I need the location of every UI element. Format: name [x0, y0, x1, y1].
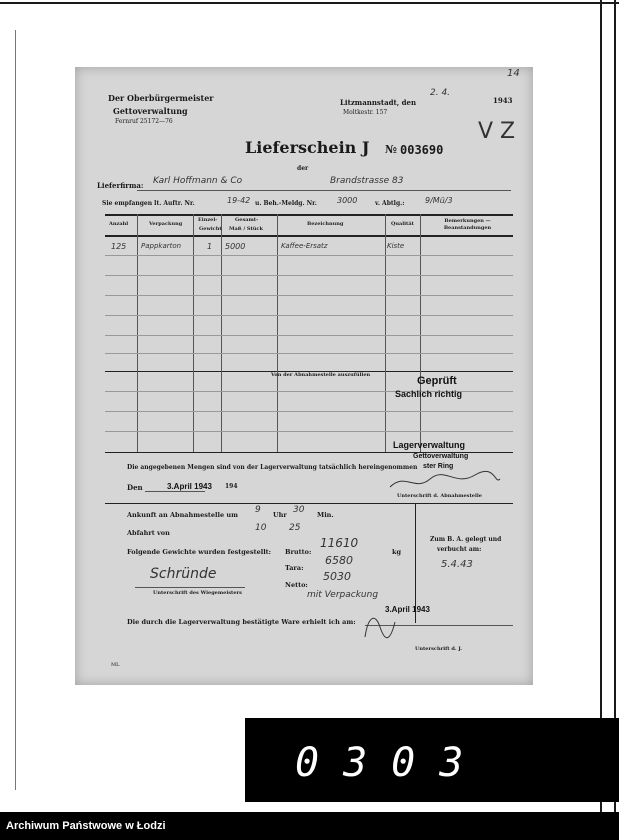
- row-line: [105, 255, 513, 256]
- office-address: Moltkestr. 157: [343, 109, 388, 116]
- der-label: der: [297, 165, 309, 172]
- warehouse-stamp-2: Gettoverwaltung: [413, 453, 469, 460]
- phone-number: Fernruf 25172—76: [115, 118, 173, 125]
- departure-minute: 25: [289, 523, 301, 533]
- net-label: Netto:: [285, 581, 308, 589]
- arrival-hour: 9: [255, 505, 261, 515]
- frame-left-line: [15, 30, 16, 790]
- city-date-label: Litzmannstadt, den: [340, 98, 417, 107]
- booked-label-2: verbucht am:: [437, 546, 482, 553]
- arrival-minute: 30: [293, 505, 305, 515]
- order-label: Sie empfangen lt. Auftr. Nr.: [102, 200, 195, 207]
- receipt-date-stamp: 3.April 1943: [385, 605, 430, 614]
- checked-stamp: Geprüft: [417, 375, 457, 387]
- arrival-label: Ankunft an Abnahmestelle um: [127, 511, 238, 519]
- col-header-quantity: Anzahl: [109, 221, 129, 227]
- table-header-bottom-line: [105, 235, 513, 237]
- supplier-name: Karl Hoffmann & Co: [153, 176, 243, 186]
- frame-top-line: [0, 2, 619, 4]
- den-label: Den: [127, 483, 143, 492]
- booked-label-1: Zum B. A. gelegt und: [430, 536, 502, 543]
- year-suffix: 194: [225, 483, 238, 490]
- frame-right-line-2: [614, 0, 616, 812]
- authority-department: Gettoverwaltung: [113, 106, 188, 116]
- receipt-text: Die durch die Lagerverwaltung bestätigte Ware erhielt ich am:: [127, 618, 356, 626]
- row1-description: Kaffee-Ersatz: [281, 242, 328, 250]
- supplier-address: Brandstrasse 83: [330, 176, 404, 186]
- row-line: [105, 335, 513, 336]
- supplier-line: [137, 190, 511, 191]
- weighmaster-line: [135, 587, 245, 588]
- row-line: [105, 353, 513, 354]
- col-header-quality: Qualität: [391, 221, 414, 227]
- warehouse-stamp-1: Lagerverwaltung: [393, 440, 466, 450]
- archive-footer: [0, 812, 619, 840]
- section-separator: [105, 503, 513, 504]
- row1-total: 5000: [225, 242, 246, 251]
- receipt-signature: [360, 607, 400, 647]
- weighmaster-signature: Schründe: [150, 566, 217, 582]
- kg-label: kg: [392, 548, 402, 556]
- min-label-1: Min.: [317, 511, 334, 519]
- row-line: [105, 431, 513, 432]
- col-sep-2: [193, 214, 194, 452]
- confirmation-text: Die angegebenen Mengen sind von der Lagerverwaltung tatsächlich hereingenommen: [127, 464, 418, 471]
- frame-counter: [245, 718, 619, 802]
- weights-label: Folgende Gewichte wurden festgestellt:: [127, 548, 272, 556]
- handwritten-mark: V Z: [478, 119, 516, 144]
- tare-value: 6580: [325, 554, 353, 567]
- den-line: [145, 491, 205, 492]
- frame-right-line: [600, 0, 602, 812]
- report-label: u. Beh.-Meldg. Nr.: [255, 200, 317, 207]
- gross-value: 11610: [320, 536, 359, 550]
- warehouse-stamp-3: ster Ring: [423, 463, 454, 470]
- intake-note: Von der Abnahmestelle auszufüllen: [271, 372, 371, 378]
- document-number: 003690: [400, 143, 444, 157]
- number-sign: №: [385, 143, 397, 156]
- gross-label: Brutto:: [285, 548, 312, 556]
- report-number: 3000: [337, 196, 358, 205]
- ml-mark: ML: [111, 662, 120, 668]
- col-header-single: Einzel-: [198, 217, 218, 223]
- departure-label: Abfahrt von: [127, 529, 170, 537]
- col-sep-5: [385, 214, 386, 452]
- row1-packaging: Pappkarton: [141, 242, 182, 250]
- department-label: v. Abtlg.:: [375, 200, 405, 207]
- col-header-description: Bezeichnung: [307, 221, 344, 227]
- tare-label: Tara:: [285, 564, 304, 572]
- confirmation-date-stamp: 3.April 1943: [167, 482, 212, 491]
- row1-quantity: 125: [111, 242, 127, 251]
- recipient-signature-label: Unterschrift d. J.: [415, 646, 463, 652]
- col-header-packaging: Verpackung: [149, 221, 183, 227]
- date-handwritten: 2. 4.: [430, 88, 451, 98]
- intake-signature: [385, 467, 505, 497]
- delivery-note-document: [75, 67, 533, 685]
- uhr-label-1: Uhr: [273, 511, 287, 519]
- departure-hour: 10: [255, 523, 267, 533]
- intake-signature-label: Unterschrift d. Abnahmestelle: [397, 493, 482, 499]
- document-title: Lieferschein J: [245, 138, 370, 157]
- year: 1943: [493, 96, 513, 105]
- archive-name: Archiwum Państwowe w Łodzi: [6, 820, 166, 832]
- page-number: 14: [507, 68, 520, 79]
- booked-date: 5.4.43: [441, 559, 473, 570]
- row1-quality: Kiste: [387, 242, 405, 250]
- authority-name: Der Oberbürgermeister: [108, 93, 214, 103]
- col-sep-3: [221, 214, 222, 452]
- col-header-remarks: Bemerkungen — Beanstandungen: [443, 218, 492, 231]
- order-number: 19-42: [227, 196, 251, 205]
- col-header-total: Gesamt-: [235, 217, 259, 223]
- with-packaging-note: mit Verpackung: [307, 590, 379, 600]
- col-header-weight: Gewicht: [199, 226, 222, 232]
- col-sep-4: [277, 214, 278, 452]
- row-line: [105, 275, 513, 276]
- col-sep-1: [137, 214, 138, 452]
- department-value: 9/Mü/3: [425, 196, 453, 205]
- weighmaster-label: Unterschrift des Wiegemeisters: [153, 590, 242, 596]
- row-line: [105, 295, 513, 296]
- row-line: [105, 411, 513, 412]
- net-value: 5030: [323, 570, 351, 583]
- col-sep-6: [420, 214, 421, 452]
- frame-counter-digits: 0303: [295, 740, 488, 786]
- col-header-measure: Maß / Stück: [229, 226, 263, 232]
- factually-correct-stamp: Sachlich richtig: [395, 389, 463, 399]
- supplier-label: Lieferfirma:: [97, 181, 144, 190]
- table-top-line: [105, 214, 513, 216]
- row-line: [105, 315, 513, 316]
- row1-single-weight: 1: [207, 242, 213, 251]
